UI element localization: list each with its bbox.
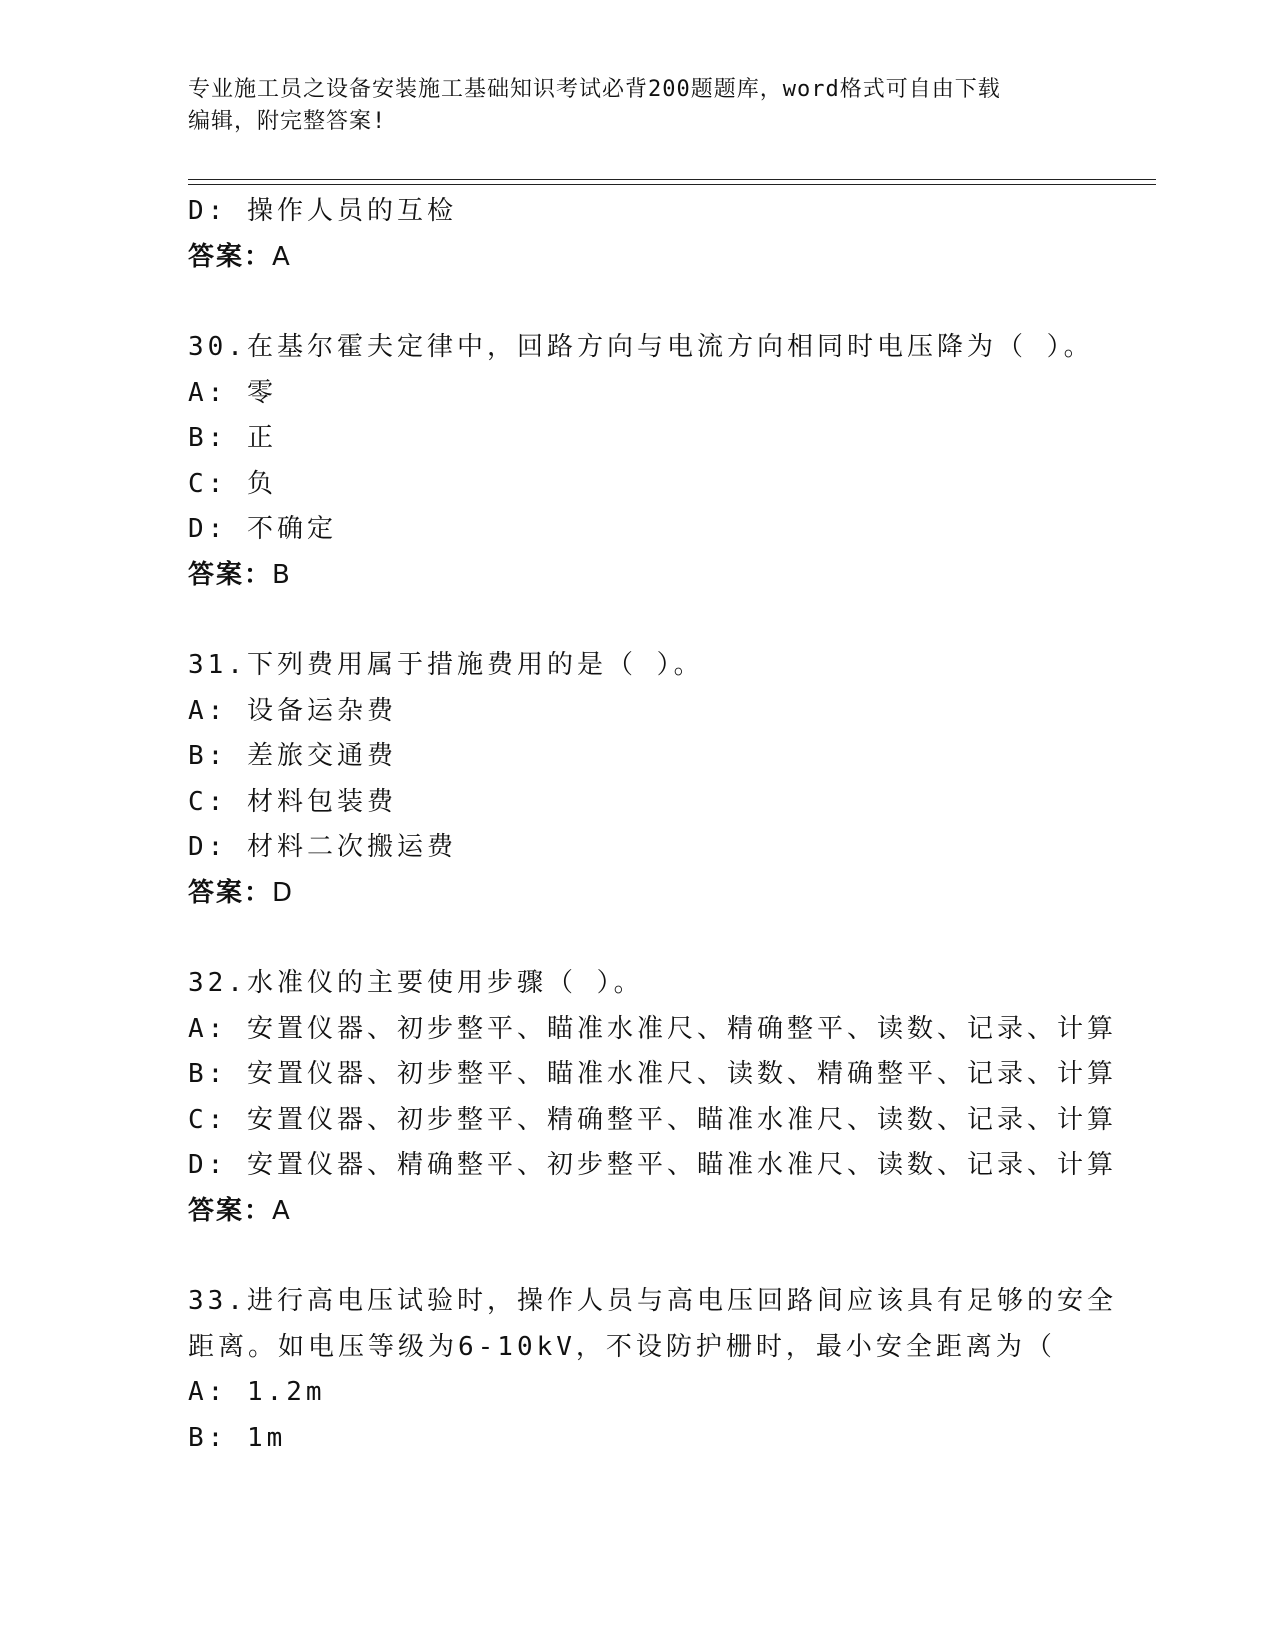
question-stem: 33.进行高电压试验时，操作人员与高电压回路间应该具有足够的安全 — [188, 1286, 1117, 1316]
option-b: B: 安置仪器、初步整平、瞄准水准尺、读数、精确整平、记录、计算 — [188, 1059, 1117, 1089]
header-divider-bottom — [188, 184, 1156, 185]
question-stem: 30.在基尔霍夫定律中，回路方向与电流方向相同时电压降为（ ）。 — [188, 332, 1094, 362]
option-d: D: 安置仪器、精确整平、初步整平、瞄准水准尺、读数、记录、计算 — [188, 1150, 1117, 1180]
answer-value: D — [272, 877, 295, 908]
answer-label: 答案： — [188, 877, 273, 908]
header-line-1: 专业施工员之设备安装施工基础知识考试必背200题题库，word格式可自由下载 — [188, 77, 1001, 102]
prev-answer — [188, 235, 1148, 281]
option-a: A: 零 — [188, 377, 277, 408]
option-c: C: 材料包装费 — [188, 786, 397, 817]
question-stem: 31.下列费用属于措施费用的是（ ）。 — [188, 650, 704, 680]
option-a: A: 设备运杂费 — [188, 695, 397, 726]
option-c: C: 负 — [188, 468, 277, 499]
spacer — [188, 916, 1148, 961]
answer — [188, 871, 1148, 917]
option-a: A: 安置仪器、初步整平、瞄准水准尺、精确整平、读数、记录、计算 — [188, 1013, 1117, 1044]
answer-value: A — [272, 241, 292, 272]
question-list — [188, 189, 1148, 1461]
answer-label: 答案： — [188, 1195, 273, 1226]
spacer — [188, 1234, 1148, 1279]
spacer — [188, 280, 1148, 325]
answer-value: A — [272, 1195, 292, 1226]
answer-value: B — [272, 559, 292, 590]
option-b: B: 1m — [188, 1422, 287, 1453]
question-32 — [188, 961, 1148, 1234]
option-d: D: 不确定 — [188, 514, 337, 544]
option-a: A: 1.2m — [188, 1377, 326, 1407]
prev-option-d: D: 操作人员的互检 — [188, 196, 457, 226]
option-b: B: 正 — [188, 423, 277, 453]
answer-label: 答案： — [188, 559, 273, 590]
spacer — [188, 598, 1148, 643]
header-divider-top — [188, 179, 1156, 180]
question-stem: 32.水准仪的主要使用步骤（ ）。 — [188, 968, 644, 998]
option-d: D: 材料二次搬运费 — [188, 832, 457, 862]
question-33 — [188, 1279, 1148, 1461]
header-line-2: 编辑，附完整答案! — [188, 109, 387, 134]
question-stem-continued: 距离。如电压等级为6-10kV，不设防护栅时，最小安全距离为（ — [188, 1331, 1056, 1362]
answer — [188, 1189, 1148, 1235]
answer — [188, 553, 1148, 599]
question-31 — [188, 643, 1148, 916]
answer-label: 答案： — [188, 241, 273, 272]
option-c: C: 安置仪器、初步整平、精确整平、瞄准水准尺、读数、记录、计算 — [188, 1104, 1117, 1135]
document-header — [188, 74, 1088, 138]
option-b: B: 差旅交通费 — [188, 741, 397, 771]
question-30 — [188, 325, 1148, 598]
